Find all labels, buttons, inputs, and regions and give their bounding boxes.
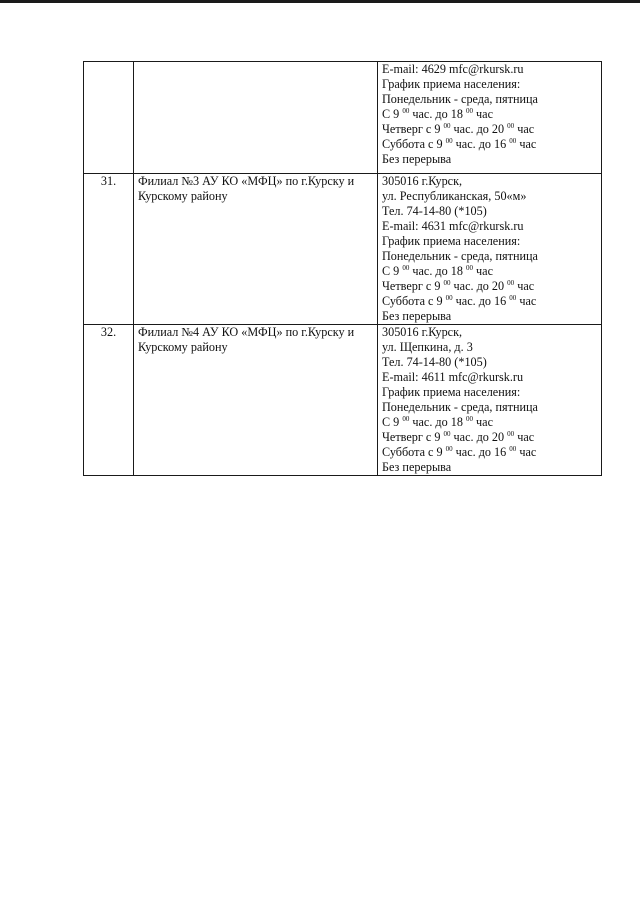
contact-text: С 9 (382, 415, 403, 429)
contact-text: час (514, 279, 535, 293)
contact-text: Понедельник - среда, пятница (382, 400, 538, 414)
contact-text: час (473, 264, 493, 278)
time-minutes-superscript: 00 (507, 122, 515, 130)
contact-text: Четверг с 9 (382, 122, 444, 136)
time-minutes-superscript: 00 (509, 137, 517, 145)
row-number: 32. (84, 325, 134, 476)
contact-line (382, 355, 597, 370)
contact-text: E-mail: 4631 mfc@rkursk.ru (382, 219, 524, 233)
time-minutes-superscript: 00 (509, 294, 517, 302)
contact-text: Понедельник - среда, пятница (382, 249, 538, 263)
row-number (84, 62, 134, 174)
contact-line (382, 107, 597, 122)
branch-contact-info (378, 174, 602, 325)
time-minutes-superscript: 00 (507, 279, 515, 287)
branch-name: Филиал №4 АУ КО «МФЦ» по г.Курску и Курскому району (134, 325, 378, 476)
contact-line (382, 279, 597, 294)
contact-text: ул. Щепкина, д. 3 (382, 340, 473, 354)
contact-text: E-mail: 4611 mfc@rkursk.ru (382, 370, 524, 384)
contact-text: 305016 г.Курск, (382, 174, 463, 188)
table-row (84, 174, 602, 325)
contact-text: Без перерыва (382, 460, 452, 474)
contact-text: Тел. 74-14-80 (*105) (382, 355, 487, 369)
contact-line (382, 400, 597, 415)
contact-text: Понедельник - среда, пятница (382, 92, 538, 106)
contact-line (382, 249, 597, 264)
time-minutes-superscript: 00 (466, 264, 473, 272)
branch-contact-info (378, 325, 602, 476)
time-minutes-superscript: 00 (509, 445, 517, 453)
contact-line (382, 122, 597, 137)
table-row (84, 325, 602, 476)
contact-text: час (473, 107, 493, 121)
contact-text: час. до 18 (409, 264, 466, 278)
contact-text: График приема населения: (382, 385, 521, 399)
contact-line (382, 385, 597, 400)
contact-text: час (514, 430, 535, 444)
contact-text: E-mail: 4629 mfc@rkursk.ru (382, 62, 524, 76)
contact-text: час (514, 122, 535, 136)
contact-text: Без перерыва (382, 309, 452, 323)
contact-line (382, 92, 597, 107)
time-minutes-superscript: 00 (402, 415, 410, 423)
contact-text: График приема населения: (382, 234, 521, 248)
time-minutes-superscript: 00 (445, 445, 453, 453)
branch-name (134, 62, 378, 174)
contact-line (382, 294, 597, 309)
contact-text: Суббота с 9 (382, 294, 446, 308)
contact-line (382, 174, 597, 189)
contact-text: час. до 20 (450, 279, 508, 293)
contact-line (382, 370, 597, 385)
contact-line (382, 77, 597, 92)
time-minutes-superscript: 00 (402, 107, 410, 115)
contact-line (382, 204, 597, 219)
contact-text: час. до 18 (409, 415, 466, 429)
contact-text: Четверг с 9 (382, 430, 444, 444)
contact-line (382, 430, 597, 445)
contact-text: График приема населения: (382, 77, 521, 91)
time-minutes-superscript: 00 (445, 137, 453, 145)
contact-text: час. до 18 (409, 107, 466, 121)
contact-line (382, 309, 597, 324)
contact-text: час (516, 294, 537, 308)
contact-text: 305016 г.Курск, (382, 325, 463, 339)
branch-name: Филиал №3 АУ КО «МФЦ» по г.Курску и Курскому району (134, 174, 378, 325)
contact-text: С 9 (382, 264, 403, 278)
contact-text: Четверг с 9 (382, 279, 444, 293)
contact-line (382, 219, 597, 234)
time-minutes-superscript: 00 (466, 107, 473, 115)
contact-text: час (516, 445, 537, 459)
contact-line (382, 445, 597, 460)
contact-text: Тел. 74-14-80 (*105) (382, 204, 487, 218)
contact-line (382, 189, 597, 204)
contact-line (382, 62, 597, 77)
contact-text: ул. Республиканская, 50«м» (382, 189, 527, 203)
page-top-rule (0, 0, 640, 3)
contact-line (382, 325, 597, 340)
branch-contact-info (378, 62, 602, 174)
contact-line (382, 460, 597, 475)
time-minutes-superscript: 00 (402, 264, 410, 272)
contact-text: час. до 16 (452, 137, 510, 151)
contact-text: час (473, 415, 493, 429)
time-minutes-superscript: 00 (443, 430, 451, 438)
contact-line (382, 415, 597, 430)
contact-text: час. до 20 (450, 122, 508, 136)
contact-text: час. до 16 (452, 294, 510, 308)
contact-text: С 9 (382, 107, 403, 121)
time-minutes-superscript: 00 (443, 122, 451, 130)
time-minutes-superscript: 00 (466, 415, 473, 423)
contact-text: Без перерыва (382, 152, 452, 166)
table-row (84, 62, 602, 174)
contact-text: час. до 16 (452, 445, 510, 459)
contact-text: час (516, 137, 537, 151)
contact-line (382, 264, 597, 279)
contact-line (382, 137, 597, 152)
branch-offices-table (83, 61, 602, 476)
contact-text: час. до 20 (450, 430, 508, 444)
contact-text: Суббота с 9 (382, 137, 446, 151)
time-minutes-superscript: 00 (443, 279, 451, 287)
row-number: 31. (84, 174, 134, 325)
contact-text: Суббота с 9 (382, 445, 446, 459)
contact-line (382, 340, 597, 355)
time-minutes-superscript: 00 (507, 430, 515, 438)
contact-line (382, 234, 597, 249)
time-minutes-superscript: 00 (445, 294, 453, 302)
contact-line (382, 152, 597, 167)
